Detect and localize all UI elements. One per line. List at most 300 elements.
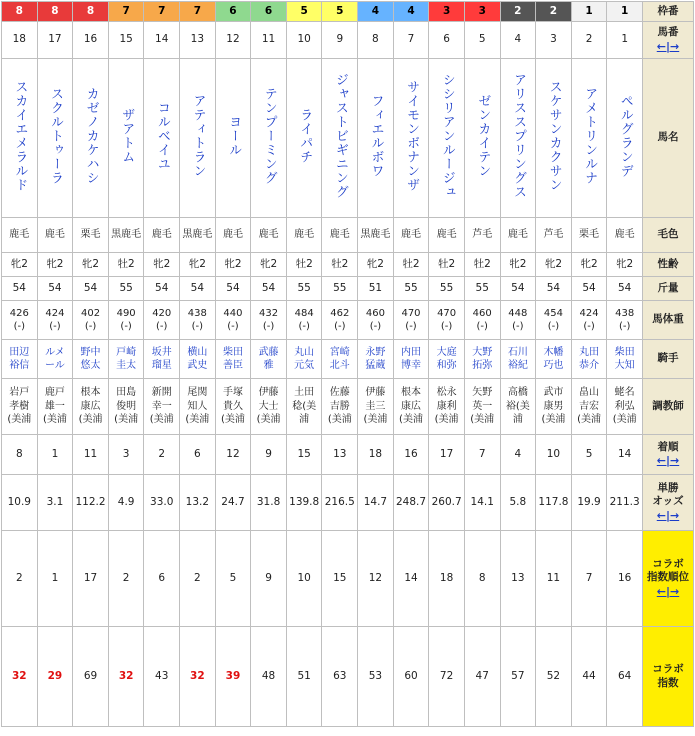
jockey-link[interactable]: 永野 <box>365 346 386 358</box>
collab-rank-cell <box>393 531 429 627</box>
weight-carried-cell <box>215 277 251 301</box>
collab-index-cell <box>464 627 500 727</box>
trainer-cell <box>251 379 287 435</box>
horse-name-link[interactable]: フィエルボワ <box>368 93 384 178</box>
jockey-cell <box>429 340 465 379</box>
trainer-text: 手塚 <box>222 387 243 399</box>
jockey-link[interactable]: ルメ <box>45 346 65 358</box>
jockey-link[interactable]: 雅 <box>263 360 274 371</box>
finish-position-cell-value: 13 <box>333 447 347 460</box>
coat-color-cell-value: 鹿毛 <box>329 229 350 241</box>
jockey-cell <box>215 340 251 379</box>
jockey-link[interactable]: 猛蔵 <box>365 360 386 371</box>
coat-color-cell-value: 栗毛 <box>80 229 101 241</box>
collab-index-value: 44 <box>582 669 596 682</box>
win-odds-cell <box>73 475 109 531</box>
horse-name-cell <box>286 59 322 218</box>
trainer-text: 浦 <box>512 414 523 426</box>
collab-index-value: 51 <box>297 669 311 682</box>
coat-color-cell-value: 鹿毛 <box>436 229 457 241</box>
horse-name-link[interactable]: ライパチ <box>297 107 313 164</box>
trainer-text: (美浦 <box>256 414 281 426</box>
weight-carried-cell <box>393 277 429 301</box>
weight-carried-cell-value: 54 <box>261 281 276 294</box>
horse-number-cell-value: 9 <box>336 33 344 46</box>
trainer-text: 孝樹 <box>9 400 30 412</box>
jockey-link[interactable]: 大知 <box>614 360 635 371</box>
trainer-cell <box>429 379 465 435</box>
jockey-link[interactable]: 善臣 <box>222 360 243 371</box>
horse-number-cell <box>180 22 216 59</box>
sex-age-cell <box>322 253 358 277</box>
jockey-link[interactable]: 和弥 <box>436 360 457 371</box>
jockey-link[interactable]: 博幸 <box>401 360 421 371</box>
body-weight-diff: (-) <box>583 321 595 332</box>
body-weight-diff: (-) <box>334 321 346 332</box>
trainer-text: 畠山 <box>579 387 600 399</box>
horse-name-link[interactable]: スケサンカクサン <box>546 79 562 192</box>
finish-position-cell-value: 12 <box>226 447 240 460</box>
trainer-text: (美浦 <box>363 414 388 426</box>
sex-age-cell-value: 牝2 <box>366 257 384 270</box>
sex-age-cell <box>2 253 38 277</box>
finish-position-cell-value: 8 <box>15 447 23 460</box>
horse-name-link[interactable]: スクルトゥーラ <box>48 86 64 185</box>
horse-name-cell <box>464 59 500 218</box>
jockey-link[interactable]: ール <box>45 360 65 371</box>
win-odds-cell <box>429 475 465 531</box>
collab-index-value: 72 <box>439 669 454 682</box>
weight-carried-cell-value: 54 <box>582 281 596 294</box>
finish-position-cell <box>108 435 144 475</box>
horse-name-link[interactable]: ヨール <box>226 114 242 157</box>
weight-carried-cell-value: 55 <box>297 281 311 294</box>
trainer-cell <box>322 379 358 435</box>
win-odds-cell-value: 112.2 <box>75 495 106 508</box>
finish-position-cell <box>73 435 109 475</box>
sex-age-cell <box>144 253 180 277</box>
body-weight-cell <box>251 301 287 340</box>
trainer-text: 根本 <box>80 387 101 399</box>
collab-rank-cell-value: 2 <box>15 571 23 584</box>
weight-carried-cell-value: 54 <box>190 281 205 294</box>
weight-carried-cell-value: 54 <box>617 281 632 294</box>
weight-carried-cell <box>73 277 109 301</box>
frame-number-cell: 7 <box>180 2 216 22</box>
jockey-link[interactable]: 宮崎 <box>329 346 350 358</box>
body-weight-value: 460 <box>365 307 385 319</box>
finish-position-cell-value: 17 <box>439 447 454 460</box>
win-odds-cell <box>144 475 180 531</box>
weight-carried-cell <box>144 277 180 301</box>
sex-age-cell-value: 牝2 <box>616 257 634 270</box>
jockey-link[interactable]: 瑠星 <box>151 360 172 371</box>
body-weight-row <box>2 301 694 340</box>
coat-color-cell-value: 鹿毛 <box>151 229 172 241</box>
collab-index-cell <box>2 627 38 727</box>
win-odds-cell-value: 24.7 <box>221 495 245 508</box>
horse-number-cell-value: 6 <box>443 33 450 46</box>
coat-color-cell <box>607 218 643 253</box>
sex-age-cell-value: 牡2 <box>402 257 420 270</box>
body-weight-diff: (-) <box>227 321 239 332</box>
sex-age-cell-value: 牡2 <box>473 257 491 270</box>
sex-age-cell-value: 牝2 <box>580 257 598 270</box>
jockey-link[interactable]: 丸田 <box>579 346 600 358</box>
collab-rank-cell <box>358 531 394 627</box>
jockey-link[interactable]: 悠太 <box>80 360 101 371</box>
coat-color-cell <box>251 218 287 253</box>
trainer-text: 吉勝 <box>329 400 350 412</box>
sex-age-cell <box>464 253 500 277</box>
jockey-link[interactable]: 内田 <box>401 346 421 358</box>
horse-name-link[interactable]: アメトリンルナ <box>582 86 598 185</box>
horse-number-cell-value: 5 <box>478 33 486 46</box>
horse-name-link[interactable]: シシリアンルージュ <box>439 72 455 199</box>
jockey-link[interactable]: 野中 <box>80 346 101 358</box>
coat-color-cell <box>144 218 180 253</box>
collab-index-value: 53 <box>368 669 383 682</box>
collab-rank-cell <box>251 531 287 627</box>
trainer-text: (美浦 <box>327 414 352 426</box>
horse-number-cell <box>464 22 500 59</box>
jockey-row <box>2 340 694 379</box>
collab-rank-cell <box>215 531 251 627</box>
horse-name-link[interactable]: ペルグランデ <box>617 93 633 178</box>
sex-age-cell-value: 牝2 <box>509 257 527 270</box>
horse-number-cell-value: 7 <box>407 33 415 46</box>
trainer-text: 裕(美 <box>505 400 530 412</box>
finish-position-cell <box>37 435 73 475</box>
jockey-link[interactable]: 圭太 <box>116 360 137 371</box>
win-odds-cell <box>536 475 572 531</box>
coat-color-header-text: 毛色 <box>657 228 679 241</box>
coat-color-cell <box>37 218 73 253</box>
collab-index-value: 32 <box>11 669 27 682</box>
finish-position-cell <box>536 435 572 475</box>
horse-name-cell <box>571 59 607 218</box>
body-weight-diff: (-) <box>262 321 275 332</box>
collab-rank-cell <box>571 531 607 627</box>
body-weight-value: 432 <box>259 307 279 319</box>
trainer-text: 佐藤 <box>329 387 350 399</box>
jockey-link[interactable]: 坂井 <box>151 346 172 358</box>
sex-age-cell-value: 牝2 <box>544 257 563 270</box>
body-weight-value: 484 <box>294 307 314 319</box>
trainer-cell <box>286 379 322 435</box>
win-odds-cell <box>251 475 287 531</box>
trainer-text: 新開 <box>151 387 172 399</box>
trainer-text: 稔(美 <box>292 400 317 412</box>
body-weight-cell <box>393 301 429 340</box>
collab-rank-cell-value: 12 <box>368 571 383 584</box>
horse-name-header <box>642 59 693 218</box>
frame-number-cell: 4 <box>393 2 429 22</box>
jockey-link[interactable]: 大庭 <box>436 346 457 358</box>
collab-rank-cell-value: 17 <box>83 571 98 584</box>
body-weight-value: 424 <box>45 307 65 319</box>
trainer-header <box>642 379 693 435</box>
coat-color-row <box>2 218 694 253</box>
trainer-text: 康男 <box>543 400 564 412</box>
jockey-link[interactable]: 裕信 <box>9 360 30 371</box>
coat-color-cell-value: 鹿毛 <box>294 229 315 241</box>
horse-name-cell <box>251 59 287 218</box>
body-weight-diff: (-) <box>156 321 168 332</box>
frame-number-cell: 5 <box>286 2 322 22</box>
weight-carried-cell-value: 54 <box>546 281 561 294</box>
collab-index-cell <box>571 627 607 727</box>
collab-index-value: 57 <box>511 669 525 682</box>
sex-age-cell-value: 牝2 <box>81 257 100 270</box>
collab-rank-cell <box>429 531 465 627</box>
jockey-link[interactable]: 北斗 <box>329 360 350 371</box>
frame-number-cell: 1 <box>607 2 643 22</box>
finish-position-cell-value: 15 <box>297 447 311 460</box>
coat-color-cell <box>393 218 429 253</box>
horse-name-link[interactable]: ジャストビギニング <box>332 72 348 199</box>
horse-name-link[interactable]: アリススプリングス <box>510 72 526 199</box>
collab-index-cell <box>73 627 109 727</box>
trainer-cell <box>108 379 144 435</box>
collab-rank-cell-value: 9 <box>265 571 272 584</box>
body-weight-cell <box>37 301 73 340</box>
trainer-text: 岩戸 <box>9 387 30 399</box>
horse-name-cell <box>429 59 465 218</box>
body-weight-diff: (-) <box>298 321 310 332</box>
frame-header <box>642 2 693 22</box>
horse-name-link[interactable]: スカイエメラルド <box>12 79 28 192</box>
finish-position-cell <box>251 435 287 475</box>
trainer-text: (美浦 <box>7 414 32 426</box>
coat-color-cell <box>500 218 536 253</box>
sex-age-header-text: 性齢 <box>657 257 679 270</box>
horse-number-cell <box>429 22 465 59</box>
body-weight-value: 454 <box>543 307 563 319</box>
frame-number-cell: 7 <box>144 2 180 22</box>
jockey-header-text: 騎手 <box>657 352 679 365</box>
finish-position-cell-value: 5 <box>585 447 593 460</box>
weight-carried-cell <box>571 277 607 301</box>
jockey-cell <box>37 340 73 379</box>
coat-color-header <box>642 218 693 253</box>
collab-index-value: 39 <box>225 669 241 682</box>
body-weight-value: 438 <box>615 307 635 319</box>
finish-position-cell-value: 1 <box>51 447 59 460</box>
jockey-link[interactable]: 田辺 <box>9 346 30 358</box>
win-odds-cell-value: 10.9 <box>7 495 31 508</box>
sex-age-cell <box>393 253 429 277</box>
sex-age-cell <box>358 253 394 277</box>
jockey-link[interactable]: 拓弥 <box>472 360 493 371</box>
sex-age-cell-value: 牝2 <box>46 257 64 270</box>
body-weight-diff: (-) <box>440 321 453 332</box>
odds-row <box>2 475 694 531</box>
jockey-link[interactable]: 元気 <box>294 360 315 371</box>
frame-number-cell: 3 <box>429 2 465 22</box>
weight-carried-cell <box>322 277 358 301</box>
finish-position-cell-value: 4 <box>514 447 522 460</box>
weight-carried-cell-value: 54 <box>48 281 62 294</box>
horse-number-cell-value: 8 <box>372 33 379 46</box>
collab-rank-cell <box>607 531 643 627</box>
horse-name-link[interactable]: テンプーミング <box>261 86 277 185</box>
collab-index-header-text: 指数 <box>657 676 679 689</box>
sex-age-cell <box>607 253 643 277</box>
sex-age-cell <box>500 253 536 277</box>
frame-number-cell: 2 <box>536 2 572 22</box>
collab-rank-cell-value: 18 <box>439 571 454 584</box>
horse-name-cell <box>108 59 144 218</box>
win-odds-cell-value: 248.7 <box>395 495 427 508</box>
horse-number-cell-value: 18 <box>12 33 26 46</box>
collab-index-header-text: コラボ <box>652 663 684 676</box>
horse-name-link[interactable]: コルベイユ <box>154 100 170 171</box>
horse-name-cell <box>73 59 109 218</box>
sort-toggle-link[interactable]: ←|→ <box>656 454 680 467</box>
horse-name-link[interactable]: サイモンボナンザ <box>404 79 420 192</box>
trainer-header-text: 調教師 <box>652 399 684 412</box>
collab-index-row <box>2 627 694 727</box>
trainer-text: 幸一 <box>151 400 172 412</box>
horse-name-cell <box>322 59 358 218</box>
jockey-link[interactable]: 武史 <box>187 360 208 371</box>
horse-name-link[interactable]: カゼノカケハシ <box>83 86 99 185</box>
collab-rank-cell <box>464 531 500 627</box>
jockey-link[interactable]: 大野 <box>472 346 493 358</box>
jockey-link[interactable]: 柴田 <box>614 346 635 358</box>
jockey-link[interactable]: 恭介 <box>579 360 600 371</box>
jockey-cell <box>180 340 216 379</box>
horse-number-cell <box>571 22 607 59</box>
body-weight-value: 402 <box>80 307 101 319</box>
horse-name-cell <box>607 59 643 218</box>
body-weight-diff: (-) <box>49 321 61 332</box>
weight-carried-cell <box>180 277 216 301</box>
finish-position-cell-value: 6 <box>194 447 201 460</box>
jockey-cell <box>393 340 429 379</box>
body-weight-cell <box>144 301 180 340</box>
body-weight-value: 462 <box>330 307 350 319</box>
body-weight-cell <box>180 301 216 340</box>
horse-name-row <box>2 59 694 218</box>
win-odds-cell <box>393 475 429 531</box>
sex-age-cell <box>286 253 322 277</box>
body-weight-cell <box>322 301 358 340</box>
win-odds-cell-value: 117.8 <box>538 495 569 508</box>
finish-position-cell-value: 18 <box>368 447 383 460</box>
trainer-text: (美浦 <box>541 414 566 426</box>
sort-toggle-link[interactable]: ←|→ <box>656 584 680 598</box>
win-odds-cell-value: 19.9 <box>577 495 601 508</box>
jockey-link[interactable]: 巧也 <box>543 360 564 371</box>
win-odds-header <box>642 475 693 531</box>
horse-number-cell <box>37 22 73 59</box>
trainer-text: 鹿戸 <box>44 387 65 399</box>
body-weight-value: 420 <box>152 307 172 319</box>
collab-rank-row <box>2 531 694 627</box>
jockey-cell <box>607 340 643 379</box>
collab-index-value: 69 <box>83 669 98 682</box>
weight-carried-cell-value: 54 <box>12 281 26 294</box>
weight-carried-cell-value: 51 <box>368 281 383 294</box>
collab-rank-cell-value: 11 <box>546 571 561 584</box>
trainer-text: 利弘 <box>614 400 635 412</box>
win-odds-header-text: 単勝 <box>657 482 679 495</box>
horse-number-cell <box>322 22 358 59</box>
sort-toggle-link[interactable]: ←|→ <box>656 39 680 53</box>
collab-rank-cell <box>73 531 109 627</box>
trainer-text: 雄一 <box>44 400 65 412</box>
frame-number-cell: 5 <box>322 2 358 22</box>
win-odds-cell <box>2 475 38 531</box>
body-weight-diff: (-) <box>405 321 417 332</box>
weight-carried-cell-value: 55 <box>439 281 454 294</box>
body-weight-diff: (-) <box>618 321 631 332</box>
trainer-text: 知人 <box>187 400 208 412</box>
collab-index-cell <box>393 627 429 727</box>
collab-rank-header-text: 指数順位 <box>646 571 689 584</box>
trainer-cell <box>536 379 572 435</box>
horse-name-link[interactable]: ザアトム <box>119 107 135 164</box>
trainer-cell <box>464 379 500 435</box>
jockey-link[interactable]: 石川 <box>507 346 528 358</box>
coat-color-cell <box>322 218 358 253</box>
horse-number-cell <box>73 22 109 59</box>
horse-name-link[interactable]: アティトラン <box>190 93 206 178</box>
jockey-link[interactable]: 横山 <box>187 346 208 358</box>
finish-position-cell-value: 2 <box>158 447 166 460</box>
horse-name-link[interactable]: ゼンカイテン <box>475 93 491 178</box>
sex-age-cell <box>536 253 572 277</box>
horse-name-header-text: 馬名 <box>657 131 679 144</box>
horse-number-cell-value: 12 <box>226 33 240 46</box>
jockey-link[interactable]: 木幡 <box>543 346 564 358</box>
sex-age-cell-value: 牡2 <box>295 257 313 270</box>
jockey-link[interactable]: 裕紀 <box>507 360 528 371</box>
finish-position-cell <box>144 435 180 475</box>
jockey-link[interactable]: 武藤 <box>258 346 279 358</box>
sex-age-cell <box>251 253 287 277</box>
weight-carried-cell <box>536 277 572 301</box>
jockey-cell <box>464 340 500 379</box>
win-odds-cell <box>607 475 643 531</box>
collab-index-value: 29 <box>47 669 63 682</box>
weight-carried-cell <box>251 277 287 301</box>
trainer-cell <box>607 379 643 435</box>
weight-carried-row <box>2 277 694 301</box>
coat-color-cell-value: 鹿毛 <box>507 229 528 241</box>
trainer-text: (美浦 <box>42 414 67 426</box>
body-weight-cell <box>286 301 322 340</box>
sort-toggle-link[interactable]: ←|→ <box>656 508 680 522</box>
horse-number-cell <box>251 22 287 59</box>
collab-rank-cell <box>286 531 322 627</box>
trainer-cell <box>37 379 73 435</box>
jockey-link[interactable]: 戸崎 <box>116 346 137 358</box>
weight-carried-cell <box>2 277 38 301</box>
body-weight-value: 426 <box>9 307 29 319</box>
collab-rank-cell-value: 2 <box>194 571 201 584</box>
trainer-text: 康広 <box>80 400 101 412</box>
trainer-text: 大士 <box>258 400 279 412</box>
horse-number-cell-value: 11 <box>261 33 276 46</box>
jockey-link[interactable]: 丸山 <box>294 346 315 358</box>
collab-index-cell <box>358 627 394 727</box>
body-weight-value: 490 <box>116 307 136 319</box>
jockey-link[interactable]: 柴田 <box>222 346 243 358</box>
collab-index-cell <box>144 627 180 727</box>
